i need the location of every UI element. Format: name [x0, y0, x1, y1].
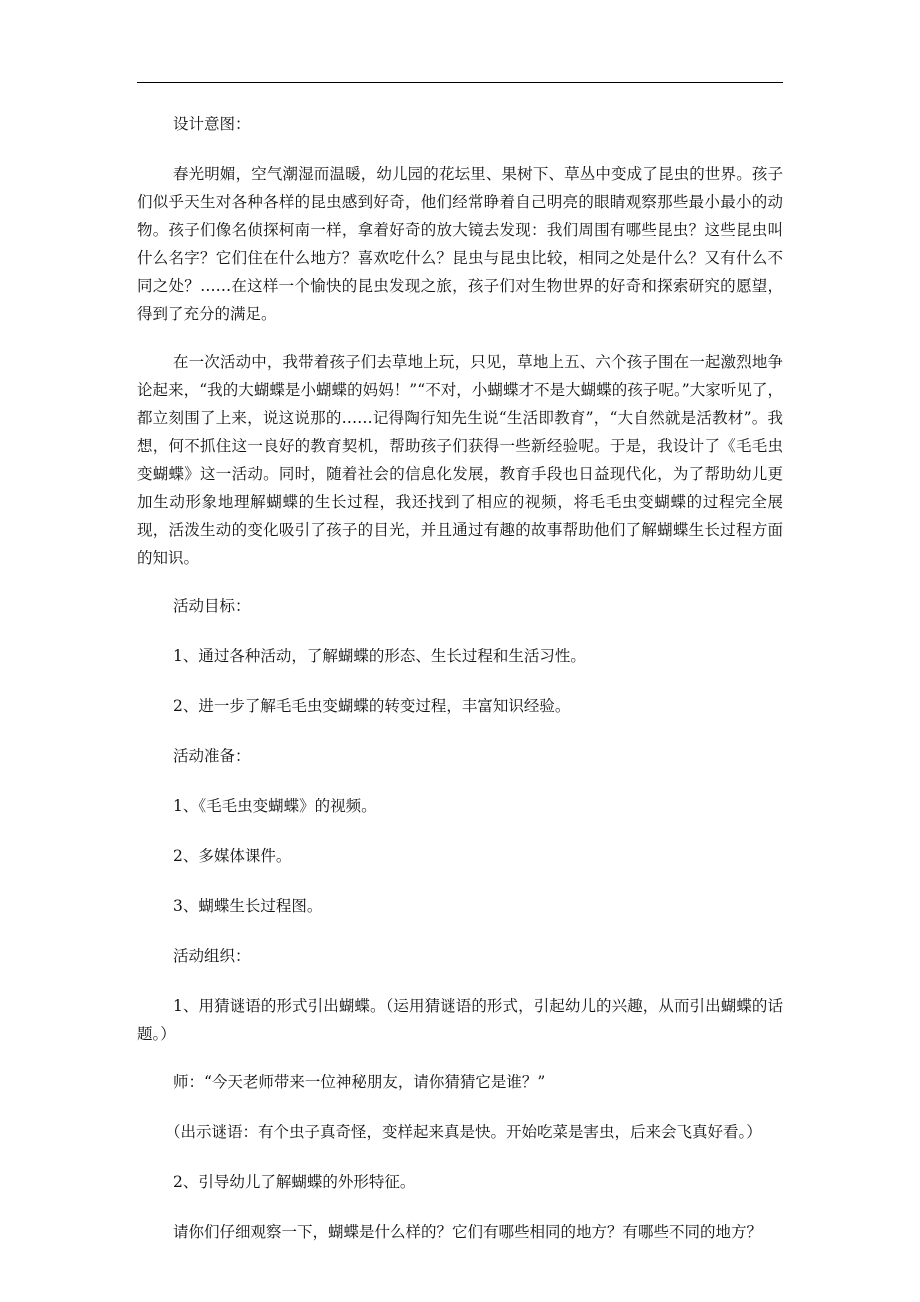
activity-organization-step: 2、引导幼儿了解蝴蝶的外形特征。 — [173, 1173, 416, 1191]
design-intent-paragraph-2: 在一次活动中，我带着孩子们去草地上玩，只见，草地上五、六个孩子围在一起激烈地争论起来，“我的大蝴蝶是小蝴蝶的妈妈！”“不对，小蝴蝶才不是大蝴蝶的孩子呢。”大家听见了，都立刻围了上来，说这说那的……记得陶行知先生说“生活即教育”，“大自然就是活教材”。我想，何不抓住这一良好的教育契机，帮助孩子们获得一些新经验呢。于是，我设计了《毛毛虫变蝴蝶》这一活动。同时，随着社会的信息化发展，教育手段也日益现代化，为了帮助幼儿更加生动形象地理解蝴蝶的生长过程，我还找到了相应的视频，将毛毛虫变蝴蝶的过程完全展现，活泼生动的变化吸引了孩子的目光，并且通过有趣的故事帮助他们了解蝴蝶生长过程方面的知识。 — [137, 353, 783, 567]
design-intent-heading: 设计意图： — [173, 115, 251, 133]
activity-goal-item: 1、通过各种活动，了解蝴蝶的形态、生长过程和生活习性。 — [173, 647, 586, 665]
activity-goal-item: 2、进一步了解毛毛虫变蝴蝶的转变过程，丰富知识经验。 — [173, 697, 571, 715]
header-rule — [137, 82, 783, 83]
activity-preparation-heading: 活动准备： — [173, 747, 251, 765]
teacher-line: 师：“今天老师带来一位神秘朋友，请你猜猜它是谁？” — [173, 1073, 546, 1091]
activity-goals-heading: 活动目标： — [173, 597, 251, 615]
activity-preparation-item: 3、蝴蝶生长过程图。 — [173, 897, 323, 915]
document-body — [137, 110, 783, 1266]
activity-organization-step: 1、用猜谜语的形式引出蝴蝶。（运用猜谜语的形式，引起幼儿的兴趣，从而引出蝴蝶的话题。） — [137, 997, 783, 1043]
riddle-text: （出示谜语：有个虫子真奇怪，变样起来真是快。开始吃菜是害虫，后来会飞真好看。） — [165, 1123, 762, 1141]
activity-organization-heading: 活动组织： — [173, 947, 251, 965]
activity-preparation-item: 2、多媒体课件。 — [173, 847, 292, 865]
observation-question: 请你们仔细观察一下，蝴蝶是什么样的？它们有哪些相同的地方？有哪些不同的地方？ — [173, 1223, 763, 1241]
design-intent-paragraph-1: 春光明媚，空气潮湿而温暖，幼儿园的花坛里、果树下、草丛中变成了昆虫的世界。孩子们似乎天生对各种各样的昆虫感到好奇，他们经常睁着自己明亮的眼睛观察那些最小最小的动物。孩子们像名侦探柯南一样，拿着好奇的放大镜去发现：我们周围有哪些昆虫？这些昆虫叫什么名字？它们住在什么地方？喜欢吃什么？昆虫与昆虫比较，相同之处是什么？又有什么不同之处？……在这样一个愉快的昆虫发现之旅，孩子们对生物世界的好奇和探索研究的愿望，得到了充分的满足。 — [137, 165, 783, 323]
activity-preparation-item: 1、《毛毛虫变蝴蝶》的视频。 — [173, 797, 377, 815]
